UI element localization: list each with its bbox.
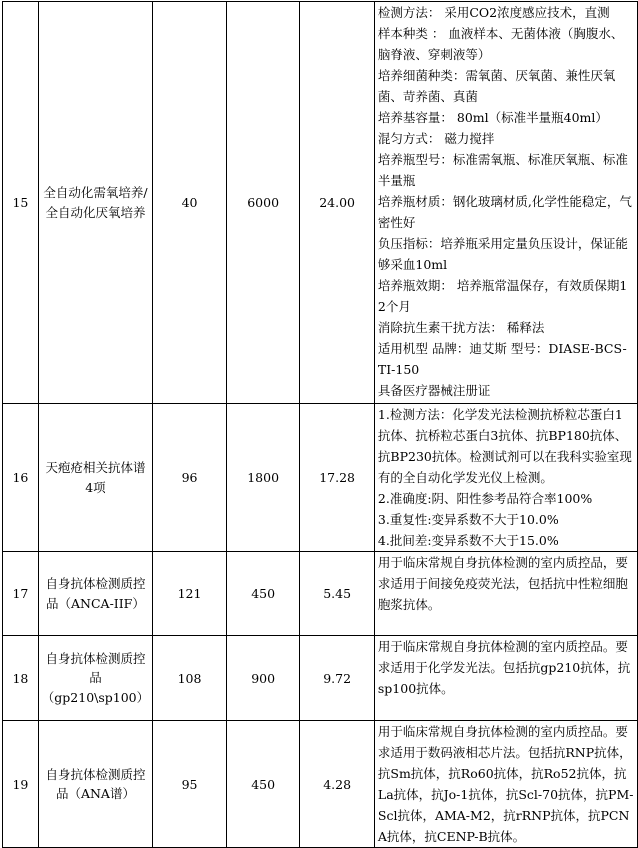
desc-line: 适用机型 品牌：迪艾斯 型号：DIASE-BCS-TI-150	[377, 341, 627, 377]
desc-line: 用于临床常规自身抗体检测的室内质控品。要求适用于数码液相芯片法。包括抗RNP抗体，抗Sm抗体，抗Ro60抗体，抗Ro52抗体，抗La抗体，抗Jo-1抗体，抗Scl-70抗体，抗PM-Scl抗体，AMA-M2，抗rRNP抗体，抗PCNA抗体，抗CENP-B抗体。	[377, 724, 634, 844]
unit-price: 9.72	[300, 636, 375, 721]
desc-line: 消除抗生素干扰方法： 稀释法	[377, 320, 545, 335]
row-number: 16	[3, 404, 39, 552]
table-row	[3, 404, 638, 552]
item-name: 自身抗体检测质控品（gp210\sp100）	[38, 636, 152, 721]
row-number: 15	[3, 2, 39, 404]
total-price: 450	[226, 721, 299, 848]
quantity: 108	[153, 636, 227, 721]
row-number: 18	[3, 636, 39, 721]
desc-line: 3.重复性:变异系数不大于10.0%	[377, 512, 559, 527]
item-name: 天疱疮相关抗体谱4项	[38, 404, 152, 552]
desc-line: 样本种类 ： 血液样本、无菌体液（胸腹水、脑脊液、穿刺液等）	[377, 26, 624, 62]
item-name: 自身抗体检测质控品（ANA谱）	[38, 721, 152, 848]
item-description	[374, 552, 637, 636]
item-description	[374, 721, 637, 848]
desc-line: 检测方法： 采用CO2浓度感应技术，直测	[377, 5, 610, 20]
desc-line: 用于临床常规自身抗体检测的室内质控品，要求适用于间接免疫荧光法，包括抗中性粒细胞胞浆抗体。	[377, 555, 628, 612]
quantity: 40	[153, 2, 227, 404]
desc-line: 负压指标：培养瓶采用定量负压设计，保证能够采血10ml	[377, 236, 628, 272]
table-row	[3, 721, 638, 848]
unit-price: 4.28	[300, 721, 375, 848]
item-description	[374, 2, 637, 404]
desc-line: 培养瓶效期： 培养瓶常温保存，有效质保期12个月	[377, 278, 628, 314]
desc-line: 混匀方式： 磁力搅拌	[377, 131, 495, 146]
table-row	[3, 2, 638, 404]
total-price: 450	[226, 552, 299, 636]
table-row	[3, 552, 638, 636]
desc-line: 1.检测方法：化学发光法检测抗桥粒芯蛋白1抗体、抗桥粒芯蛋白3抗体、抗BP180抗体、抗BP230抗体。检测试剂可以在我科实验室现有的全自动化学发光仪上检测。	[377, 407, 632, 485]
unit-price: 17.28	[300, 404, 375, 552]
desc-line: 4.批间差:变异系数不大于15.0%	[377, 533, 559, 548]
unit-price: 5.45	[300, 552, 375, 636]
item-description	[374, 404, 637, 552]
item-description	[374, 636, 637, 721]
desc-line: 具备医疗器械注册证	[377, 383, 491, 398]
desc-line: 2.准确度:阴、阳性参考品符合率100%	[377, 491, 593, 506]
item-name: 自身抗体检测质控品（ANCA-IIF）	[38, 552, 152, 636]
desc-line: 用于临床常规自身抗体检测的室内质控品。要求适用于化学发光法。包括抗gp210抗体，抗sp100抗体。	[377, 639, 631, 696]
unit-price: 24.00	[300, 2, 375, 404]
table-row	[3, 636, 638, 721]
total-price: 1800	[226, 404, 299, 552]
item-name: 全自动化需氧培养/全自动化厌氧培养	[38, 2, 152, 404]
quantity: 96	[153, 404, 227, 552]
desc-line: 培养基容量： 80ml（标准半量瓶40ml）	[377, 110, 608, 125]
row-number: 19	[3, 721, 39, 848]
quantity: 121	[153, 552, 227, 636]
total-price: 900	[226, 636, 299, 721]
row-number: 17	[3, 552, 39, 636]
desc-line: 培养瓶材质：钢化玻璃材质,化学性能稳定，气密性好	[377, 194, 632, 230]
quantity: 95	[153, 721, 227, 848]
desc-line: 培养瓶型号：标准需氧瓶、标准厌氧瓶、标准半量瓶	[377, 152, 628, 188]
total-price: 6000	[226, 2, 299, 404]
desc-line: 培养细菌种类：需氧菌、厌氧菌、兼性厌氧菌、苛养菌、真菌	[377, 68, 616, 104]
procurement-table	[2, 1, 638, 848]
